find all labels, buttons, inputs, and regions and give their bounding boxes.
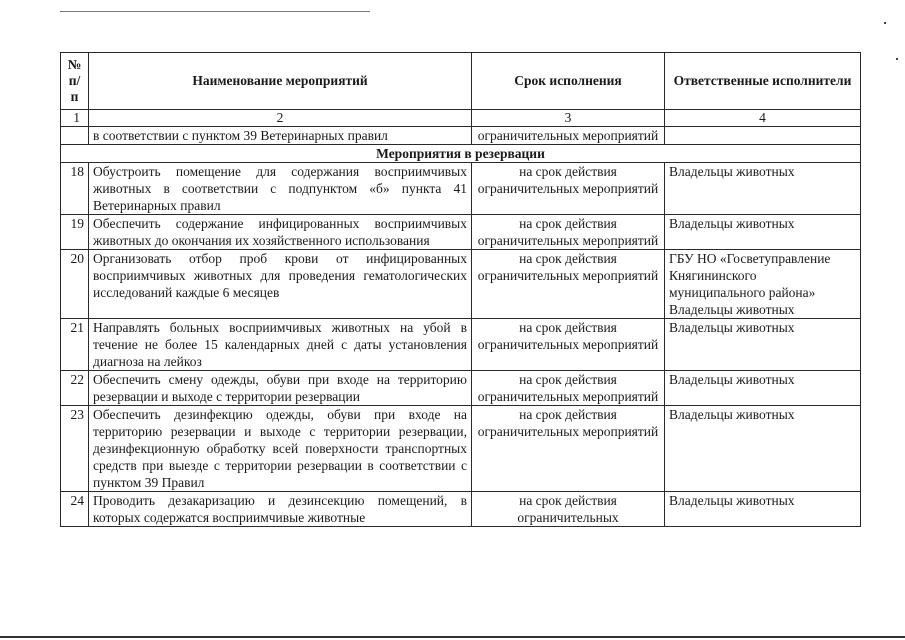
- table-row: [61, 492, 861, 527]
- row-name: Обеспечить дезинфекцию одежды, обуви при входе на территорию резервации и выходе с территории резервации, дезинфекционную обработку всей поверхности транспортных средств при выезде с территории резервации в соответствии с пунктом 39 Правил: [89, 406, 472, 492]
- row-responsible: Владельцы животных: [665, 319, 861, 371]
- row-number: 22: [61, 371, 89, 406]
- column-number: 3: [472, 110, 665, 127]
- header-num: № п/п: [61, 53, 89, 110]
- table-row: [61, 215, 861, 250]
- header-responsible: Ответственные исполнители: [665, 53, 861, 110]
- table-row: [61, 371, 861, 406]
- row-number: 23: [61, 406, 89, 492]
- table-row: [61, 319, 861, 371]
- row-term: на срок действия ограничительных мероприятий: [472, 319, 665, 371]
- section-title: Мероприятия в резервации: [61, 145, 861, 163]
- row-name: Организовать отбор проб крови от инфицированных восприимчивых животных для проведения гематологических исследований каждые 6 месяцев: [89, 250, 472, 319]
- column-numbers-row: [61, 110, 861, 127]
- scan-speck: [896, 58, 898, 60]
- row-name: Обеспечить смену одежды, обуви при входе на территорию резервации и выходе с территории резервации: [89, 371, 472, 406]
- row-responsible: ГБУ НО «Госветуправление Княгининского муниципального района» Владельцы животных: [665, 250, 861, 319]
- continuation-term: ограничительных мероприятий: [472, 127, 665, 145]
- row-name: Направлять больных восприимчивых животных на убой в течение не более 15 календарных дней с даты установления диагноза на лейкоз: [89, 319, 472, 371]
- row-responsible: Владельцы животных: [665, 215, 861, 250]
- row-name: Обустроить помещение для содержания восприимчивых животных в соответствии с подпунктом «б» пункта 41 Ветеринарных правил: [89, 163, 472, 215]
- row-term: на срок действия ограничительных мероприятий: [472, 371, 665, 406]
- row-name: Проводить дезакаризацию и дезинсекцию помещений, в которых содержатся восприимчивые животные: [89, 492, 472, 527]
- header-term: Срок исполнения: [472, 53, 665, 110]
- column-number: 4: [665, 110, 861, 127]
- row-term: на срок действия ограничительных мероприятий: [472, 250, 665, 319]
- row-number: 24: [61, 492, 89, 527]
- row-responsible: Владельцы животных: [665, 406, 861, 492]
- row-responsible: Владельцы животных: [665, 163, 861, 215]
- row-number: 19: [61, 215, 89, 250]
- scan-bottom-rule: [0, 636, 905, 638]
- header-name: Наименование мероприятий: [89, 53, 472, 110]
- measures-table: [60, 52, 861, 527]
- row-term: на срок действия ограничительных мероприятий: [472, 215, 665, 250]
- section-row: [61, 145, 861, 163]
- row-responsible: Владельцы животных: [665, 371, 861, 406]
- continuation-row: [61, 127, 861, 145]
- row-name: Обеспечить содержание инфицированных восприимчивых животных до окончания их хозяйственного использования: [89, 215, 472, 250]
- row-number: 18: [61, 163, 89, 215]
- table-row: [61, 163, 861, 215]
- row-responsible: Владельцы животных: [665, 492, 861, 527]
- table-row: [61, 250, 861, 319]
- continuation-name: в соответствии с пунктом 39 Ветеринарных правил: [89, 127, 472, 145]
- column-number: 2: [89, 110, 472, 127]
- row-number: 21: [61, 319, 89, 371]
- scan-top-rule: [60, 11, 370, 12]
- row-number: 20: [61, 250, 89, 319]
- column-number: 1: [61, 110, 89, 127]
- row-term: на срок действия ограничительных мероприятий: [472, 163, 665, 215]
- row-term: на срок действия ограничительных: [472, 492, 665, 527]
- scan-speck: [884, 22, 886, 24]
- table-row: [61, 406, 861, 492]
- table-header-row: [61, 53, 861, 110]
- row-term: на срок действия ограничительных мероприятий: [472, 406, 665, 492]
